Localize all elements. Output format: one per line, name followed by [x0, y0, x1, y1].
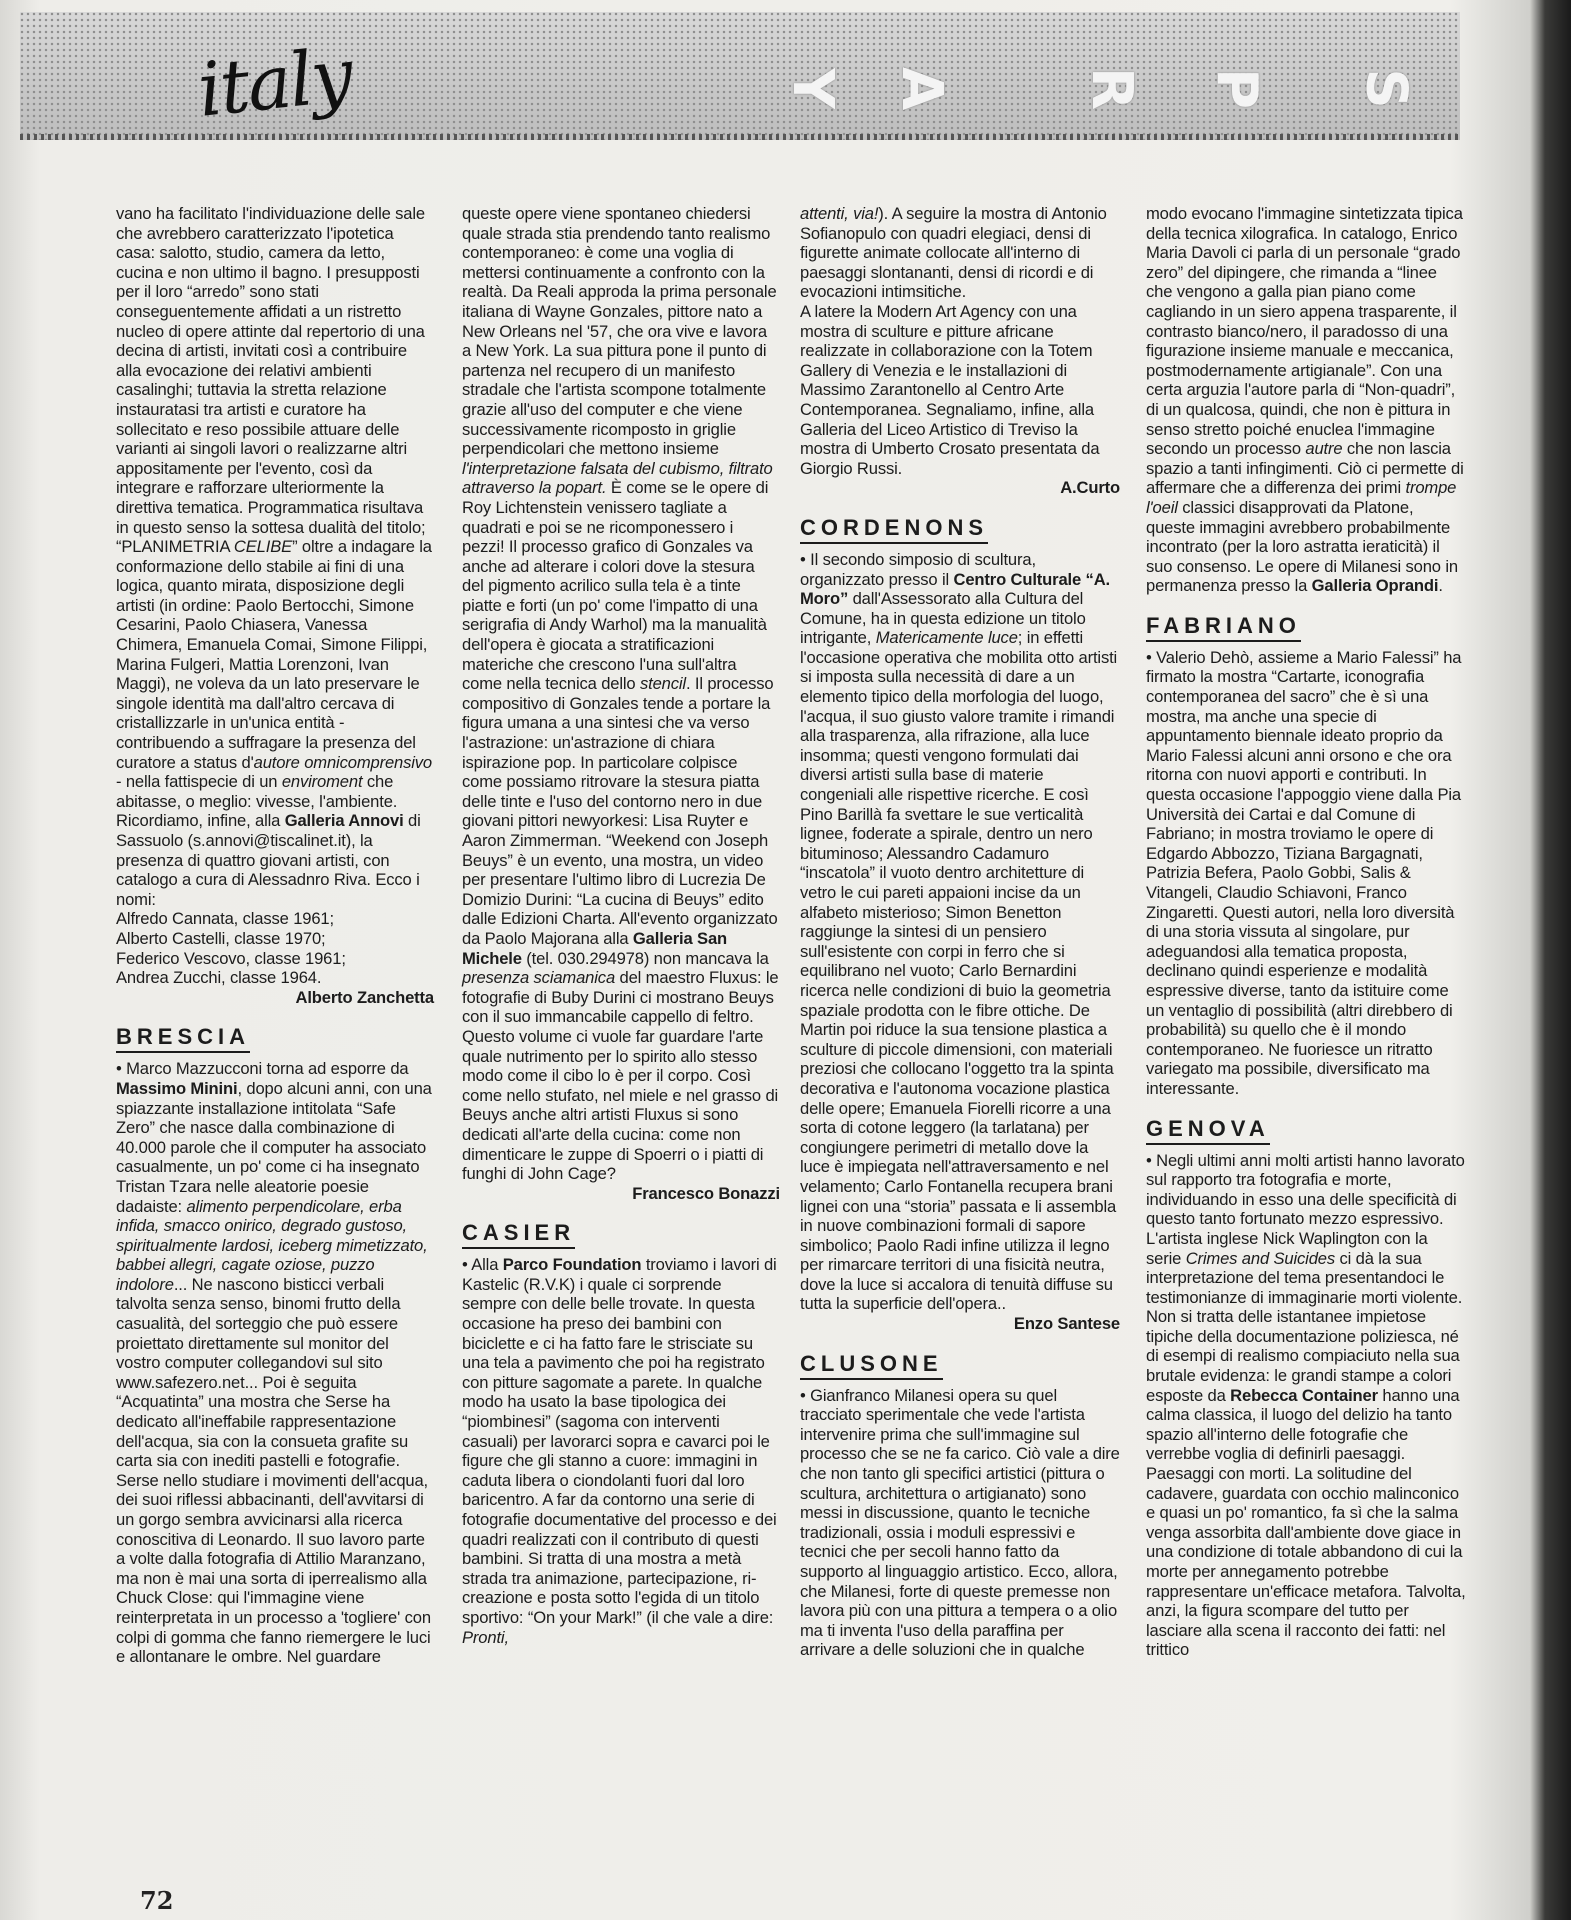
- text-column-1: [116, 204, 434, 1667]
- paragraph: • Gianfranco Milanesi opera su quel tracciato sperimentale che vede l'artista intervenire prima che sull'immagine sul processo che se ne fa carico. Ciò vale a dire che non tanto gli specifici artistici (pittura o scultura, architettura o artigianato) sono messi in discussione, quanto le tecniche tradizionali, ossia i moduli espressivi e tecnici che per secoli hanno fatto da supporto al linguaggio artistico. Ecco, allora, che Milanesi, forte di queste premesse non lavora più con una pittura a tempera o a olio ma ti inventa l'uso della paraffina per arrivare a delle soluzioni che in qualche: [800, 1385, 1120, 1660]
- spray-letter: P: [1204, 67, 1270, 110]
- name-line: Alfredo Cannata, classe 1961;: [116, 909, 334, 929]
- country-title: italy: [193, 32, 356, 134]
- name-line: Alberto Castelli, classe 1970;: [116, 928, 326, 948]
- author-signature: Alberto Zanchetta: [295, 987, 434, 1007]
- spray-letter: S: [1353, 68, 1419, 109]
- paragraph: • Il secondo simposio di scultura, organizzato presso il Centro Culturale “A. Moro” dall'Assessorato alla Cultura del Comune, ha in questa edizione un titolo intrigante, Matericamente luce; in effetti l'occasione operativa che mobilita otto artisti si imposta sulla necessità di dare a un elemento tipico della morfologia del luogo, l'acqua, il suo giusto valore tramite i rimandi alla trasparenza, alla rifrazione, alla luce insomma; questi vengono formulati dai diversi artisti sulla base di materie congeniali alle rispettive ricerche. E così Pino Barillà fa svettare le sue verticalità lignee, foderate a spirale, dentro un nero bituminoso; Alessandro Cadamuro “inscatola” il vuoto dentro architetture di vetro le cui pareti appaioni incise da un alfabeto misterioso; Simon Benetton raggiunge la sintesi di un pensiero sull'esistente con corpi in ferro che si equilibrano nel vuoto; Carlo Bernardini ricerca nelle condizioni di buio la geometria spaziale prodotta con le fibre ottiche. De Martin poi riduce la sua tensione plastica a sculture di piccole dimensioni, con materiali preziosi che collocano l'oggetto tra la spinta decorativa e l'autonoma vocazione plastica delle opere; Emanuela Fiorelli ricorre a una sorta di cotone leggero (la tarlatana) per congiungere perimetri di metallo dove la luce è impiegata nell'attraversamento e nel velamento; Carlo Fontanella recupera brani lignei con una “storia” passata e li assembla in nuove combinazioni formali di sapore simbolico; Paolo Radi infine utilizza il legno per rimarcare territori di una fisicità neutra, dove la luce si accalora di tenuità diffuse su tutta la superficie dell'opera..: [800, 549, 1118, 1314]
- section-heading-brescia: BRESCIA: [116, 1025, 250, 1053]
- name-line: Federico Vescovo, classe 1961;: [116, 948, 346, 968]
- author-signature: A.Curto: [1060, 478, 1120, 498]
- paragraph: • Alla Parco Foundation troviamo i lavori di Kastelic (R.V.K) i quale ci sorprende sempre con delle belle trovate. In questa occasione ha preso dei bambini con biciclette e ci ha fatto fare le strisciate su una tela a pavimento che poi ha registrato con pitture sagomate a parete. In qualche modo ha usato la base tipologica dei “piombinesi” (sagoma con interventi casuali) per lavorarci sopra e cavarci poi le figure che gli stanno a cuore: immagini in caduta libera o ciondolanti fuori dal loro baricentro. A far da contorno una serie di fotografie documentative del processo e dei quadri realizzati con il contributo di questi bambini. Si tratta di una mostra a metà strada tra animazione, partecipazione, ri-creazione e posta sotto l'egida di un titolo sportivo: “On your Mark!” (il che vale a dire: Pronti,: [462, 1255, 777, 1647]
- author-signature: Francesco Bonazzi: [632, 1183, 780, 1203]
- paragraph: A latere la Modern Art Agency con una mostra di sculture e pitture africane realizzate in collaborazione con la Totem Gallery di Venezia e le installazioni di Massimo Zarantonello al Centro Arte Contemporanea. Segnaliamo, infine, alla Galleria del Liceo Artistico di Treviso la mostra di Umberto Crosato presentata da Giorgio Russi.: [800, 301, 1100, 478]
- paragraph: modo evocano l'immagine sintetizzata tipica della tecnica xilografica. In catalogo, Enrico Maria Davoli ci parla di un personale “grado zero” del dipingere, che rimanda a “linee che vengono a galla pian piano come cagliando in un siero appena trasparente, il contrasto bianco/nero, il paradosso di una figurazione insieme manuale e meccanica, postmodernamente artigianale”. Con una certa arguzia l'autore parla di “Non-quadri”, di un qualcosa, quindi, che non è pittura in senso stretto poiché enuclea l'immagine secondo un processo autre che non lascia spazio a tanti infingimenti. Ciò ci permette di affermare che a differenza dei primi trompe l'oeil classici disapprovati da Platone, queste immagini avrebbero probabilmente incontrato (per la loro astratta ieraticità) il suo consenso. Le opere di Milanesi sono in permanenza presso la Galleria Oprandi.: [1146, 204, 1464, 596]
- paragraph: Ricordiamo, infine, alla Galleria Annovi di Sassuolo (s.annovi@tiscalinet.it), la presenza di quattro giovani artisti, con catalogo a cura di Alessadnro Riva. Ecco i nomi:: [116, 811, 421, 909]
- spray-letter: A: [889, 66, 955, 111]
- section-heading-genova: GENOVA: [1146, 1117, 1270, 1145]
- text-column-3: [800, 204, 1120, 1660]
- text-column-4: [1146, 204, 1466, 1660]
- spray-letter: R: [1079, 66, 1145, 111]
- paragraph: queste opere viene spontaneo chiedersi quale strada stia prendendo tanto realismo contemporaneo: è come una voglia di mettersi continuamente a confronto con la realtà. Da Reali approda la prima personale italiana di Wayne Gonzales, pittore nato a New Orleans nel '57, che ora vive e lavora a New York. La sua pittura pone il punto di partenza nel recupero di un manifesto stradale che l'artista scompone totalmente grazie all'uso del computer e che viene successivamente ricomposto in griglie perpendicolari che mettono insieme l'interpretazione falsata del cubismo, filtrato attraverso la popart. È come se le opere di Roy Lichtenstein venissero tagliate a quadrati e poi se ne ricomponessero i pezzi! Il processo grafico di Gonzales va anche ad alterare i colori dove la stesura del pigmento acrilico sulla tela è a tinte piatte e forti (un po' come l'impatto di una serigrafia di Andy Warhol) ma la manualità dell'opera è giocata a stratificazioni materiche che crescono l'una sull'altra come nella tecnica dello stencil. Il processo compositivo di Gonzales tende a portare la figura umana a una sintesi che va verso l'astrazione: un'astrazione di chiara ispirazione pop. In particolare colpisce come possiamo ritrovare la stesura piatta delle tinte e l'uso del contorno nero in due giovani pittori newyorkesi: Lisa Ruyter e Aaron Zimmerman. “Weekend con Joseph Beuys” è un evento, una mostra, un video per presentare l'ultimo libro di Lucrezia De Domizio Durini: “La cucina di Beuys” edito dalle Edizioni Charta. All'evento organizzato da Paolo Majorana alla Galleria San Michele (tel. 030.294978) non mancava la presenza sciamanica del maestro Fluxus: le fotografie di Buby Durini ci mostrano Beuys con il suo immancabile cappello di feltro. Questo volume ci vuole far guardare l'arte quale nutrimento per lo spirito allo stesso modo come il cibo lo è per il corpo. Così come nello stufato, nel miele e nel grasso di Beuys anche altri artisti Fluxus si sono dedicati all'arte della cucina: come non dimenticare le zuppe di Spoerri o i piatti di funghi di John Cage?: [462, 204, 779, 1184]
- paragraph: attenti, via!). A seguire la mostra di Antonio Sofianopulo con quadri elegiaci, densi di figurette animate collocate all'interno di paesaggi slontananti, densi di ricordi e di evocazioni intimsitiche.: [800, 204, 1107, 302]
- text-column-2: [462, 204, 780, 1647]
- section-heading-clusone: CLUSONE: [800, 1352, 943, 1380]
- paragraph: • Marco Mazzucconi torna ad esporre da Massimo Minini, dopo alcuni anni, con una spiazzante installazione intitolata “Safe Zero” che nasce dalla combinazione di 40.000 parole che il computer ha associato casualmente, un po' come ci ha insegnato Tristan Tzara nelle aleatorie poesie dadaiste: alimento perpendicolare, erba infida, smacco onirico, degrado gustoso, spiritualmente lardosi, iceberg mimetizzato, babbei allegri, cagate oziose, puzzo indolore... Ne nascono bisticci verbali talvolta senza senso, binomi frutto della casualità, del sorteggio che può essere proiettato direttamente sul monitor del vostro computer collegandovi sul sito www.safezero.net... Poi è seguita “Acquatinta” una mostra che Serse ha dedicato all'ineffabile rappresentazione dell'acqua, sia con la consueta grafite su carta sia con inediti pastelli e fotografie. Serse nello studiare i movimenti dell'acqua, dei suoi riflessi abbacinanti, dell'avvitarsi di un gorgo sembra avvicinarsi alla ricerca conoscitiva di Leonardo. Il suo lavoro parte a volte dalla fotografia di Attilio Maranzano, ma non è mai una sorta di iperrealismo alla Chuck Close: qui l'immagine viene reinterpretata in un processo a 'togliere' con colpi di gomma che fanno riemergere le luci e allontanare le ombre. Nel guardare: [116, 1059, 432, 1667]
- section-heading-casier: CASIER: [462, 1221, 575, 1249]
- page-number: 72: [140, 1886, 174, 1915]
- header-band: [20, 12, 1460, 140]
- spray-letter: Y: [779, 68, 845, 109]
- paragraph: vano ha facilitato l'individuazione delle sale che avrebbero caratterizzato l'ipotetica casa: salotto, studio, camera da letto, cucina e non ultimo il bagno. I presupposti per il loro “arredo” sono stati conseguentemente affidati a un ristretto nucleo di opere attinte dal repertorio di una decina di artisti, invitati così a contribuire alla evocazione dei relativi ambienti casalinghi; tuttavia la stretta relazione instauratasi tra artisti e curatore ha sollecitato e reso possibile attuare delle varianti ai singoli lavori o realizzarne altri appositamente per l'evento, così da integrare e rafforzare ulteriormente la direttiva tematica. Programmatica risultava in questo senso la sottesa dualità del titolo; “PLANIMETRIA CELIBE” oltre a indagare la conformazione dello stabile ai fini di una logica, quanto mirata, disposizione degli artisti (in ordine: Paolo Bertocchi, Simone Cesarini, Paolo Chiasera, Vanessa Chimera, Emanuela Comai, Simone Filippi, Marina Fulgeri, Mattia Lorenzoni, Ivan Maggi), ne voleva da un lato preservare le singole identità ma dall'altro cercava di cristallizzarle in un'unica entità - contribuendo a suffragare la presenza del curatore a status d'autore omnicomprensivo - nella fattispecie di un enviroment che abitasse, o meglio: vivesse, l'ambiente.: [116, 204, 433, 811]
- section-heading-fabriano: FABRIANO: [1146, 614, 1301, 642]
- author-signature: Enzo Santese: [1013, 1314, 1120, 1334]
- paragraph: • Valerio Dehò, assieme a Mario Falessi” ha firmato la mostra “Cartarte, iconografia contemporanea del sacro” che è sì una mostra, ma anche una specie di appuntamento biennale ideato proprio da Mario Falessi alcuni anni orsono e che ora ritorna con nuovi apporti e contributi. In questa occasione l'appoggio viene dalla Pia Università dei Cartai e dal Comune di Fabriano; in mostra troviamo le opere di Edgardo Abbozzo, Tiziana Bargagnati, Patrizia Befera, Paolo Gobbi, Salis & Vitangeli, Claudio Schiavoni, Franco Zingaretti. Questi autori, nella loro diversità di una storia vissuta al singolare, pur adeguandosi alla tematica proposta, declinano quindi esperienze e modalità espressive diverse, tanto da istituire come un ventaglio di possibilità (altri direbbero di probabilità) su quello che è il mondo contemporaneo. Ne fuoriesce un ritratto variegato ma possibile, diversificato ma interessante.: [1146, 647, 1462, 1098]
- section-heading-cordenons: CORDENONS: [800, 516, 988, 544]
- name-line: Andrea Zucchi, classe 1964.: [116, 968, 322, 988]
- paragraph: • Negli ultimi anni molti artisti hanno lavorato sul rapporto tra fotografia e morte, individuando in esso una delle specificità di questo tanto fortunato mezzo espressivo. L'artista inglese Nick Waplington con la serie Crimes and Suicides ci dà la sua interpretazione del tema presentandoci le testimonianze di immaginarie morti violente. Non si tratta delle istantanee impietose tipiche della documentazione poliziesca, né di esempi di realismo compiaciuto nella sua brutale evidenza: le grandi stampe a colori esposte da Rebecca Container hanno una calma classica, il luogo del delizio ha tanto spazio all'interno delle fotografie che verrebbe voglia di definirli paesaggi. Paesaggi con morti. La solitudine del cadavere, guardata con occhio malinconico e quasi un po' romantico, fa sì che la salma venga assorbita dall'ambiente dove giace in una condizione di totale abbandono di cui la morte per annegamento potrebbe rappresentare un'efficace metafora. Talvolta, anzi, la figura scompare del tutto per lasciare alla scena il racconto dei fatti: nel trittico: [1146, 1150, 1466, 1660]
